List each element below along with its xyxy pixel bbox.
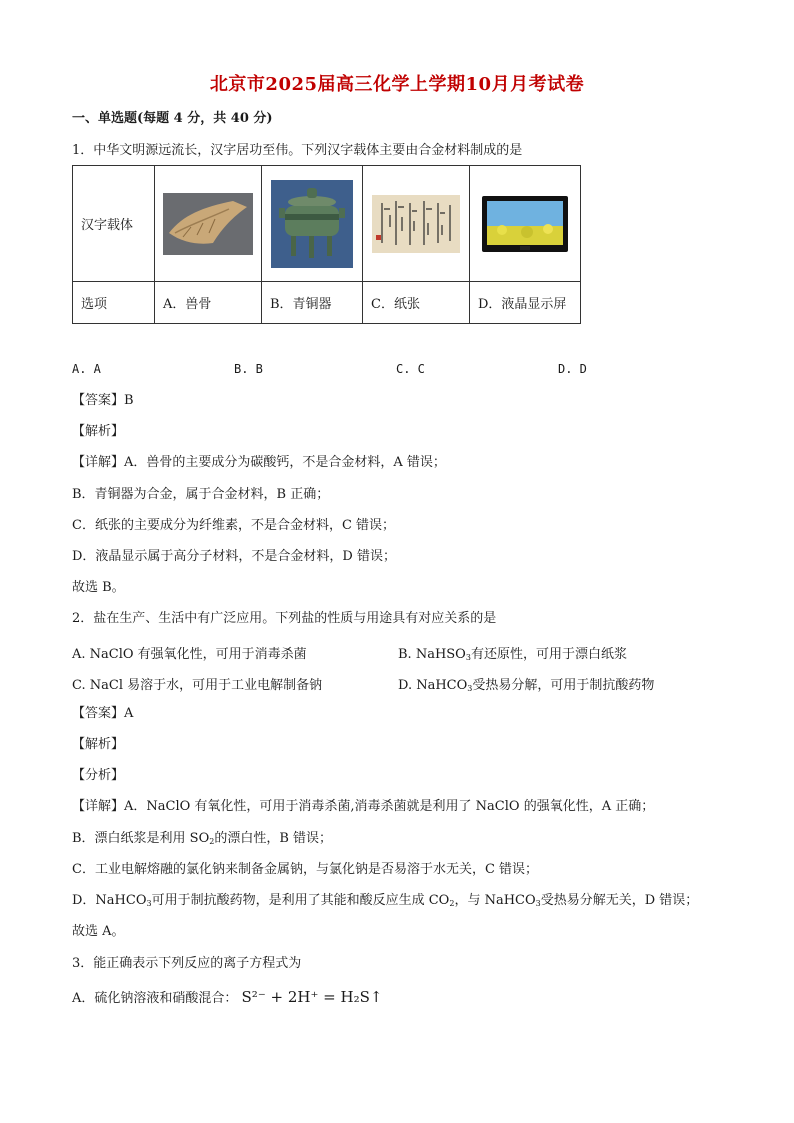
q2-detail-2	[72, 830, 332, 851]
q2-detail-3: C．工业电解熔融的氯化钠来制备金属钠，与氯化钠是否易溶于水无关，C 错误；	[72, 862, 539, 877]
q3-stem: 3．能正确表示下列反应的离子方程式为	[72, 956, 302, 971]
q2-fenxi: 【分析】	[72, 768, 125, 783]
q2-detail-4-sub1: 3	[146, 899, 152, 908]
q2-answer: 【答案】A	[72, 706, 134, 721]
q2-option-a: A. NaClO 有强氧化性，可用于消毒杀菌	[72, 647, 307, 662]
q2-option-d-text: D. NaHCO	[398, 678, 468, 693]
option-cell-b: B．青铜器	[262, 282, 363, 324]
page-title: 北京市2025届高三化学上学期10月月考试卷	[209, 74, 585, 95]
bronze-image-cell	[262, 166, 363, 282]
q1-detail-1: 【详解】A．兽骨的主要成分为碳酸钙，不是合金材料，A 错误；	[72, 455, 446, 470]
bone-image-cell	[155, 166, 262, 282]
q1-answer: 【答案】B	[72, 393, 134, 408]
q3-option-a-formula: S²⁻ + 2H⁺ = H₂S↑	[241, 988, 383, 1006]
q2-detail-2-text: B．漂白纸浆是利用 SO	[72, 831, 210, 846]
choice-a: A. A	[72, 362, 101, 376]
q3-option-a-text: A．硫化钠溶液和硝酸混合：	[72, 991, 238, 1006]
bronze-ding-icon	[271, 180, 353, 268]
oracle-bone-icon	[163, 193, 253, 255]
q2-detail-4-b: 可用于制抗酸药物，是利用了其能和酸反应生成 CO	[151, 893, 450, 908]
calligraphy-paper-icon	[372, 195, 460, 253]
q1-detail-3: C．纸张的主要成分为纤维素，不是合金材料，C 错误；	[72, 518, 396, 533]
option-cell-c: C．纸张	[363, 282, 470, 324]
paper-image-cell	[363, 166, 470, 282]
q2-option-b-sub: 3	[465, 653, 471, 662]
q1-analysis: 【解析】	[72, 424, 125, 439]
q2-detail-4	[72, 892, 698, 913]
q1-carrier-table	[72, 165, 581, 324]
q2-option-d	[398, 674, 654, 693]
q1-stem: 1．中华文明源远流长，汉字居功至伟。下列汉字载体主要由合金材料制成的是	[72, 143, 523, 158]
q2-option-b-tail: 有还原性，可用于漂白纸浆	[470, 647, 627, 662]
q2-conclusion: 故选 A。	[72, 924, 125, 939]
q1-detail-2: B．青铜器为合金，属于合金材料，B 正确；	[72, 487, 330, 502]
option-cell-d: D．液晶显示屏	[470, 282, 581, 324]
q2-option-d-tail: 受热易分解，可用于制抗酸药物	[472, 678, 655, 693]
q2-option-b-text: B. NaHSO	[398, 647, 466, 662]
q2-detail-4-d: 受热易分解无关，D 错误；	[540, 893, 699, 908]
lcd-image-cell	[470, 166, 581, 282]
q1-detail-4: D．液晶显示属于高分子材料，不是合金材料，D 错误；	[72, 549, 396, 564]
lcd-screen-icon	[482, 196, 568, 252]
q2-option-d-sub: 3	[467, 684, 473, 693]
q2-stem: 2．盐在生产、生活中有广泛应用。下列盐的性质与用途具有对应关系的是	[72, 611, 497, 626]
q2-detail-1: 【详解】A．NaClO 有氧化性，可用于消毒杀菌,消毒杀菌就是利用了 NaClO 的强氧化性，A 正确；	[72, 799, 655, 814]
q2-detail-4-a: D．NaHCO	[72, 893, 147, 908]
section-heading: 一、单选题(每题 4 分，共 40 分)	[72, 111, 273, 126]
q2-option-c: C. NaCl 易溶于水，可用于工业电解制备钠	[72, 678, 323, 693]
q1-conclusion: 故选 B。	[72, 580, 125, 595]
choice-c: C. C	[396, 362, 425, 376]
row-header-option: 选项	[73, 282, 155, 324]
row-header-carrier: 汉字载体	[73, 166, 155, 282]
q2-detail-4-c: ，与 NaHCO	[454, 893, 536, 908]
q2-detail-4-sub2: 2	[449, 899, 455, 908]
q2-detail-2-sub: 2	[209, 837, 215, 846]
q2-option-b	[398, 643, 627, 662]
option-cell-a: A．兽骨	[155, 282, 262, 324]
q2-detail-2-tail: 的漂白性，B 错误；	[214, 831, 333, 846]
q2-detail-4-sub3: 3	[535, 899, 541, 908]
choice-d: D. D	[558, 362, 587, 376]
q3-option-a	[72, 988, 382, 1008]
q2-analysis: 【解析】	[72, 737, 125, 752]
choice-b: B. B	[234, 362, 263, 376]
